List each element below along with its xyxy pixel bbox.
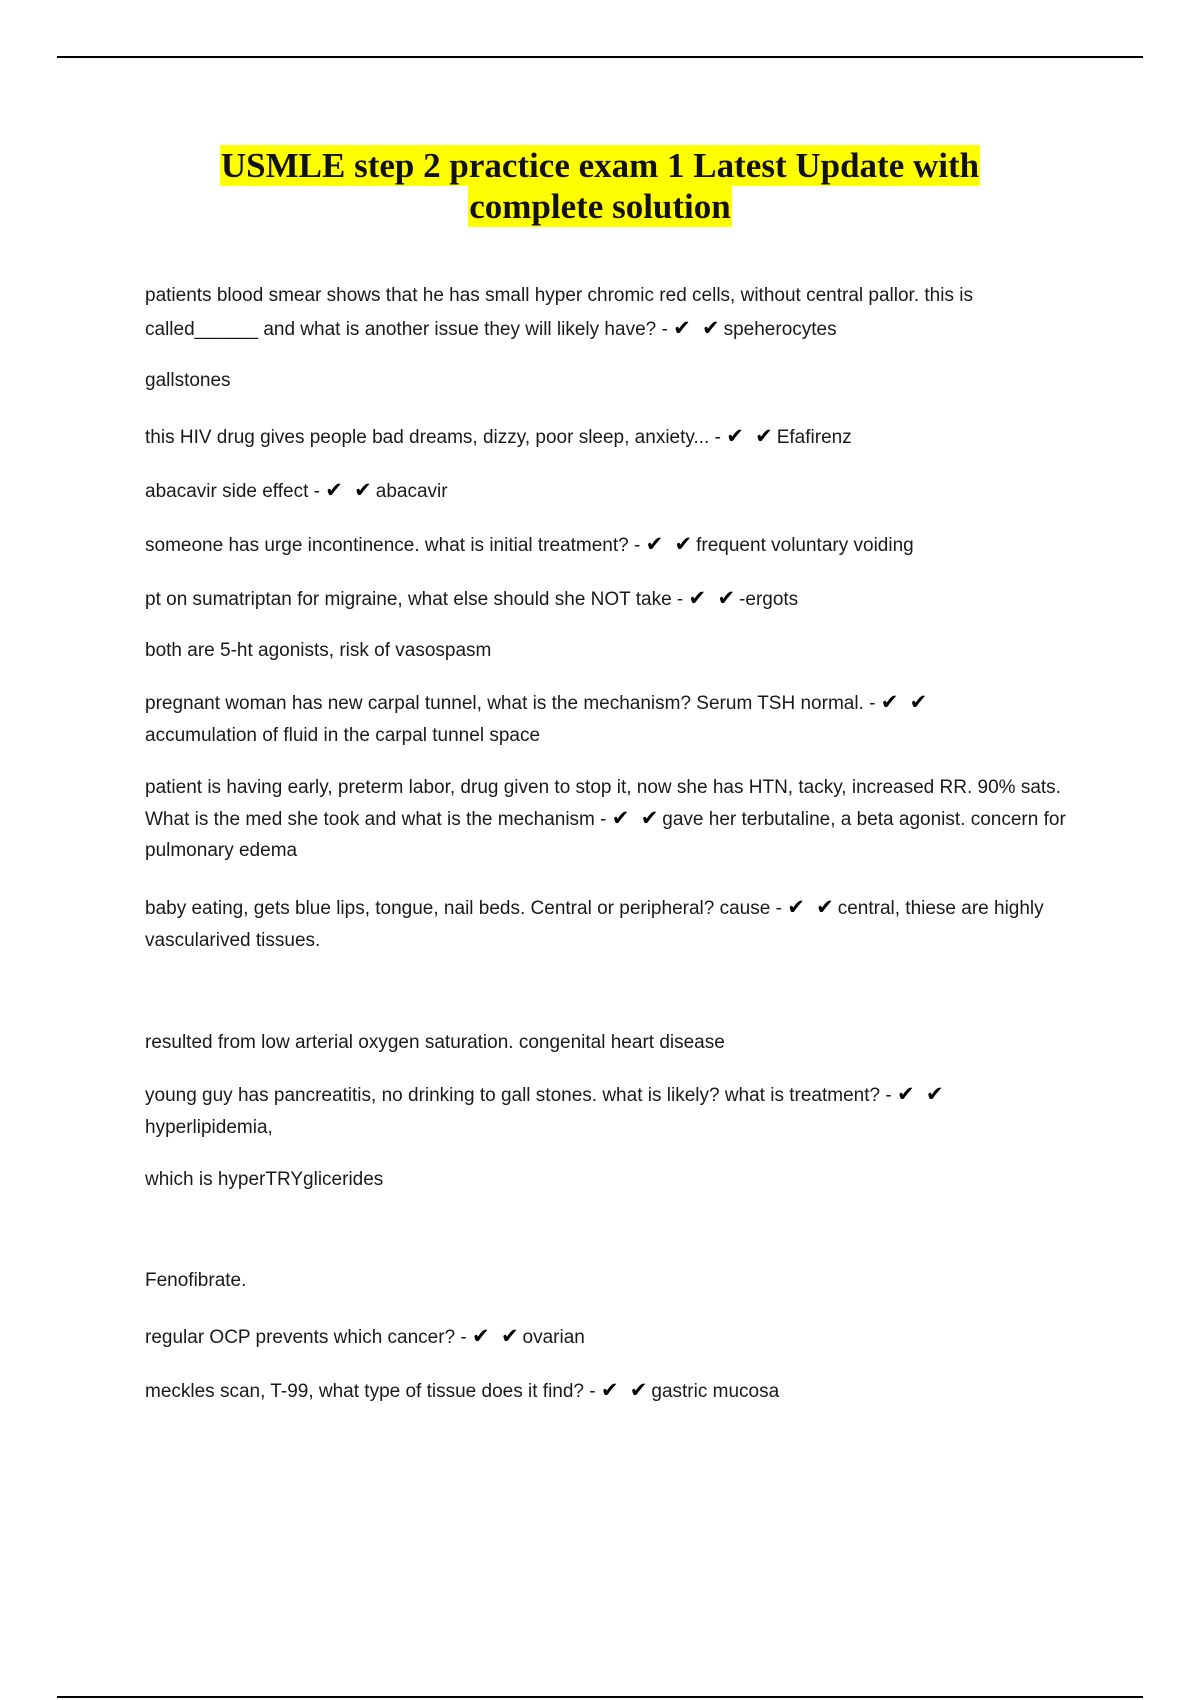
question-text: pregnant woman has new carpal tunnel, what is the mechanism? Serum TSH normal. - (145, 693, 881, 714)
answer-text: frequent voluntary voiding (696, 535, 914, 556)
qa-item (145, 686, 935, 752)
question-text: regular OCP prevents which cancer? - (145, 1327, 473, 1348)
top-rule (57, 56, 1143, 58)
question-text: baby eating, gets blue lips, tongue, nail beds. Central or peripheral? cause - (145, 898, 788, 919)
qa-item (145, 891, 1065, 957)
qa-item (145, 1374, 1090, 1408)
question-text: meckles scan, T-99, what type of tissue does it find? - (145, 1381, 601, 1402)
qa-item (145, 365, 1090, 397)
double-check-icon: ✔ ✔ (673, 316, 722, 340)
answer-text: Fenofibrate. (145, 1270, 247, 1291)
answer-text: speherocytes (723, 319, 837, 340)
double-check-icon: ✔ ✔ (645, 532, 695, 556)
qa-item (145, 1164, 1090, 1196)
question-text: someone has urge incontinence. what is initial treatment? - (145, 535, 646, 556)
qa-item (145, 420, 1090, 454)
answer-text: gastric mucosa (651, 1381, 780, 1402)
answer-text: resulted from low arterial oxygen saturation. congenital heart disease (145, 1032, 725, 1053)
question-text: this HIV drug gives people bad dreams, dizzy, poor sleep, anxiety... - (145, 427, 727, 448)
answer-text: abacavir (375, 481, 448, 502)
qa-item (145, 1027, 1090, 1059)
qa-item (145, 1265, 1090, 1297)
double-check-icon: ✔ ✔ (472, 1324, 521, 1348)
double-check-icon: ✔ ✔ (880, 690, 930, 714)
double-check-icon: ✔ ✔ (611, 806, 661, 830)
answer-text: hyperlipidemia, (145, 1117, 273, 1138)
answer-text: -ergots (739, 589, 799, 610)
question-text: pt on sumatriptan for migraine, what else should she NOT take - (145, 589, 689, 610)
double-check-icon: ✔ ✔ (600, 1378, 650, 1402)
double-check-icon: ✔ ✔ (726, 424, 775, 448)
answer-text: central, thiese are highly vascularived tissues. (145, 898, 1044, 951)
question-text: patient is having early, preterm labor, drug given to stop it, now she has HTN, tacky, increased RR. 90% sats. What is the med she took and what is the mechanism - (145, 777, 1061, 830)
question-text: abacavir side effect - (145, 481, 326, 502)
answer-text: gave her terbutaline, a beta agonist. concern for pulmonary edema (145, 809, 1066, 861)
double-check-icon: ✔ ✔ (787, 895, 836, 919)
qa-item (145, 772, 1090, 866)
answer-text: ovarian (522, 1327, 585, 1348)
double-check-icon: ✔ ✔ (688, 586, 738, 610)
qa-item (145, 280, 1070, 346)
double-check-icon: ✔ ✔ (325, 478, 374, 502)
bottom-rule (57, 1696, 1143, 1698)
qa-item (145, 635, 1090, 667)
answer-text: gallstones (145, 370, 231, 391)
double-check-icon: ✔ ✔ (896, 1082, 946, 1106)
answer-text: both are 5-ht agonists, risk of vasospasm (145, 640, 492, 661)
answer-text: which is hyperTRYglicerides (145, 1169, 384, 1190)
qa-item (145, 1320, 1090, 1354)
answer-text: Efafirenz (776, 427, 852, 448)
qa-item (145, 1078, 965, 1144)
title-line-2: complete solution (469, 187, 731, 226)
question-text: patients blood smear shows that he has small hyper chromic red cells, without central pallor. this is called______ and what is another issue they will likely have? - (145, 285, 973, 340)
qa-item (145, 474, 1090, 508)
qa-item (145, 582, 1090, 616)
document-title (0, 145, 1200, 227)
answer-text: accumulation of fluid in the carpal tunnel space (145, 725, 541, 746)
title-line-1: USMLE step 2 practice exam 1 Latest Update with (220, 146, 980, 185)
qa-item (145, 528, 1090, 562)
question-text: young guy has pancreatitis, no drinking to gall stones. what is likely? what is treatment? - (145, 1085, 897, 1106)
